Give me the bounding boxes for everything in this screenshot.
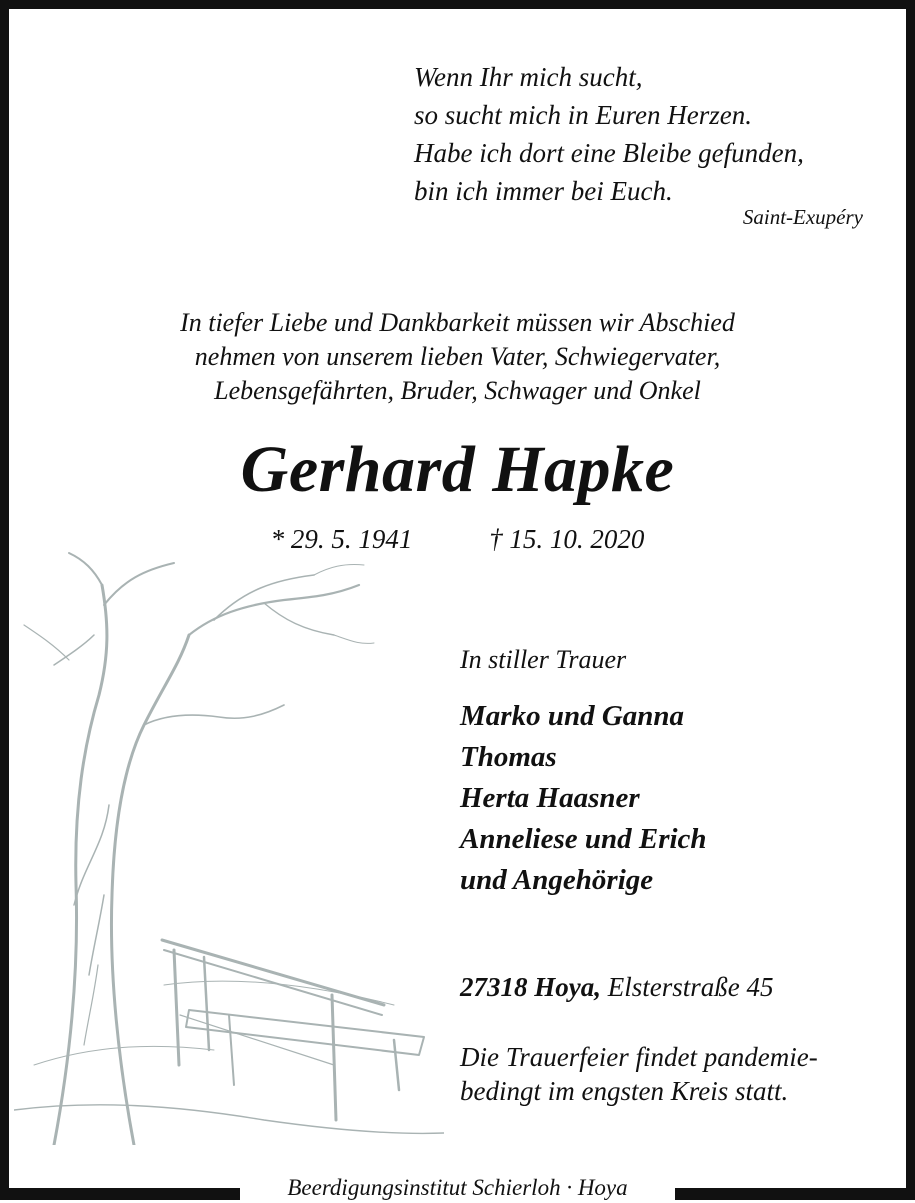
intro-text <box>0 306 915 408</box>
footer-rule-right <box>665 1188 915 1200</box>
mourning-heading: In stiller Trauer <box>460 645 627 674</box>
mourner-name: Anneliese und Erich <box>460 823 707 855</box>
mourner-name: Thomas <box>460 741 557 773</box>
poem <box>414 58 804 210</box>
mourner-name: Herta Haasner <box>460 782 640 814</box>
mourner-name: und Angehörige <box>460 864 654 896</box>
death-date: † 15. 10. 2020 <box>489 524 645 554</box>
intro-line: nehmen von unserem lieben Vater, Schwiegervater, <box>194 342 721 371</box>
address-city: 27318 Hoya, <box>460 972 601 1002</box>
birth-date: * 29. 5. 1941 <box>270 524 413 554</box>
poem-line: so sucht mich in Euren Herzen. <box>414 100 752 130</box>
poem-line: Habe ich dort eine Bleibe gefunden, <box>414 138 804 168</box>
intro-line: Lebensgefährten, Bruder, Schwager und Onkel <box>214 376 701 405</box>
address-street: Elsterstraße 45 <box>607 972 774 1002</box>
mourner-name: Marko und Ganna <box>460 700 685 732</box>
funeral-home-footer: Beerdigungsinstitut Schierloh · Hoya <box>240 1173 675 1203</box>
tree-bench-sketch <box>14 545 444 1145</box>
mourners-list <box>460 696 707 901</box>
deceased-name: Gerhard Hapke <box>240 433 675 506</box>
poem-line: Wenn Ihr mich sucht, <box>414 62 643 92</box>
notice-line: Die Trauerfeier findet pandemie- <box>460 1042 818 1072</box>
poem-line: bin ich immer bei Euch. <box>414 176 673 206</box>
intro-line: In tiefer Liebe und Dankbarkeit müssen wir Abschied <box>180 308 735 337</box>
poem-author: Saint-Exupéry <box>742 205 863 229</box>
footer-rule-left <box>0 1188 240 1200</box>
address <box>460 972 774 1003</box>
funeral-notice <box>460 1040 818 1108</box>
notice-line: bedingt im engsten Kreis statt. <box>460 1076 789 1106</box>
